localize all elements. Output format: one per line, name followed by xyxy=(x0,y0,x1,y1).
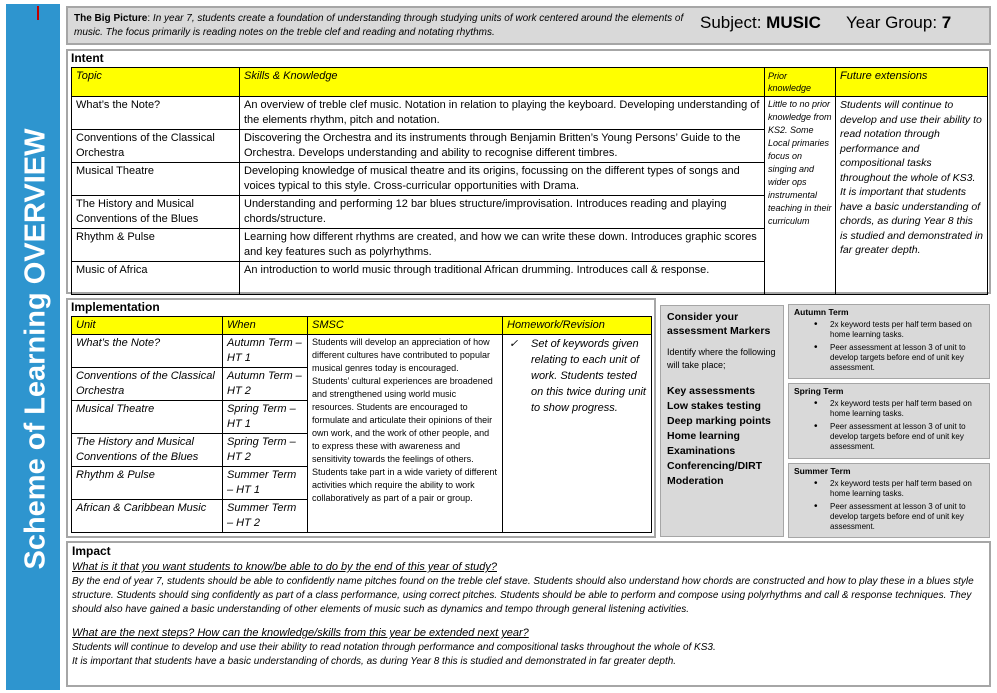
intent-title: Intent xyxy=(71,51,104,65)
year-group xyxy=(846,13,951,33)
intent-skills: An introduction to world music through traditional African drumming. Introduces call & response. xyxy=(240,262,765,295)
term-bullet: • Peer assessment at lesson 3 of unit to develop targets before end of unit key assessment. xyxy=(794,422,984,452)
subject-label: Subject: xyxy=(700,13,767,32)
impl-when: Spring Term – HT 2 xyxy=(223,434,308,467)
term-title: Autumn Term xyxy=(794,307,849,317)
impact-answer-1: By the end of year 7, students should be able to confidently name pitches found on the treble clef stave. Students should also understand how chords are constructed and how to play these in a blues style structure. Students should sing confidently as part of a class performance, using correct pitches. Students should be able to perform and compose using polyrhythms and call & response techniques. They should also have gained a basic understanding of other elements of music such as dynamics and tempo through general listening activities. xyxy=(72,576,974,615)
markers-title: Consider your assessment Markers xyxy=(667,311,771,337)
intent-topic: Music of Africa xyxy=(72,262,240,295)
impl-when: Summer Term – HT 2 xyxy=(223,500,308,533)
table-row xyxy=(72,97,988,130)
impl-header-when: When xyxy=(223,317,308,335)
intent-header-prior: Prior knowledge xyxy=(765,68,836,97)
impl-when: Spring Term – HT 1 xyxy=(223,401,308,434)
impact-question-2: What are the next steps? How can the knowledge/skills from this year be extended next year? xyxy=(72,627,529,639)
implementation-table xyxy=(71,316,652,533)
impl-when: Autumn Term – HT 1 xyxy=(223,335,308,368)
subject-value: MUSIC xyxy=(766,13,821,32)
check-icon: ✓ xyxy=(509,338,519,350)
sidebar-title: Scheme of Learning OVERVIEW xyxy=(19,128,52,570)
impl-unit: The History and Musical Conventions of the Blues xyxy=(72,434,223,467)
smsc-text: Students will develop an appreciation of how different cultures have contributed to popular musical genres today is encouraged. Students’ cultural experiences are broadened and strengthened using world music resources. Students are encouraged to formulate and articulate their opinions of their own work, and the work of other people, and to express these with awareness and sensitivity towards the feelings of others. Students take part in a wide variety of different activities which require the ability to work collaboratively as part of a pair or group. xyxy=(308,335,503,533)
red-marker xyxy=(37,6,39,20)
marker-item: Examinations xyxy=(667,445,736,457)
impact-title: Impact xyxy=(72,544,111,558)
intent-skills: Learning how different rhythms are created, and how we can write these down. Introduces graphic scores and key features such as polyrhythms. xyxy=(240,229,765,262)
implementation-header-row xyxy=(72,317,652,335)
intent-topic: What’s the Note? xyxy=(72,97,240,130)
intent-section xyxy=(66,49,991,294)
implementation-title: Implementation xyxy=(71,300,160,314)
assessment-markers-panel xyxy=(660,305,784,537)
year-group-value: 7 xyxy=(941,13,952,32)
term-bullet: • Peer assessment at lesson 3 of unit to develop targets before end of unit key assessment. xyxy=(794,502,984,532)
intent-skills: Developing knowledge of musical theatre and its origins, focussing on the different types of songs and voices typical to this style. Cross-curricular opportunities with Drama. xyxy=(240,163,765,196)
impl-unit: Musical Theatre xyxy=(72,401,223,434)
intent-header-future: Future extensions xyxy=(836,68,988,97)
intent-topic: Conventions of the Classical Orchestra xyxy=(72,130,240,163)
intent-table xyxy=(71,67,988,295)
impl-unit: Rhythm & Pulse xyxy=(72,467,223,500)
impl-unit: What’s the Note? xyxy=(72,335,223,368)
subject xyxy=(700,13,821,33)
impl-unit: Conventions of the Classical Orchestra xyxy=(72,368,223,401)
autumn-term-box xyxy=(788,304,990,379)
intent-header-skills: Skills & Knowledge xyxy=(240,68,765,97)
impact-question-1: What is it that you want students to know/be able to do by the end of this year of study? xyxy=(72,561,497,573)
marker-item: Home learning xyxy=(667,430,740,442)
future-extensions-2: It is important that students have a basic understanding of chords, as during Year 8 this is studied and demonstrated in far greater depth. xyxy=(840,186,984,256)
big-picture xyxy=(74,12,690,40)
sidebar-banner xyxy=(6,4,60,690)
intent-skills: Understanding and performing 12 bar blues structure/improvisation. Introduces reading and playing chords/structure. xyxy=(240,196,765,229)
marker-item: Key assessments xyxy=(667,385,756,397)
impact-section xyxy=(66,541,991,687)
impl-when: Autumn Term – HT 2 xyxy=(223,368,308,401)
intent-topic: Musical Theatre xyxy=(72,163,240,196)
impl-header-homework: Homework/Revision xyxy=(503,317,652,335)
markers-subtitle: Identify where the following will take place; xyxy=(667,347,776,370)
year-group-label: Year Group: xyxy=(846,13,942,32)
future-extensions-1: Students will continue to develop and use their ability to read notation through performance and compositional tasks throughout the whole of KS3. xyxy=(840,99,982,184)
term-title: Summer Term xyxy=(794,466,851,476)
term-bullet: • 2x keyword tests per half term based on home learning tasks. xyxy=(794,399,984,419)
marker-item: Deep marking points xyxy=(667,415,771,427)
impl-unit: African & Caribbean Music xyxy=(72,500,223,533)
impl-header-unit: Unit xyxy=(72,317,223,335)
prior-knowledge: Little to no prior knowledge from KS2. Some Local primaries focus on singing and wider ops instrumental teaching in their curriculum xyxy=(765,97,836,295)
impl-when: Summer Term – HT 1 xyxy=(223,467,308,500)
impact-answer-2a: Students will continue to develop and use their ability to read notation through performance and compositional tasks throughout the whole of KS3. xyxy=(72,642,716,653)
intent-skills: An overview of treble clef music. Notation in relation to playing the keyboard. Developing understanding of the elements rhythm, pitch and notation. xyxy=(240,97,765,130)
implementation-section xyxy=(66,298,656,538)
term-title: Spring Term xyxy=(794,386,844,396)
intent-header-row xyxy=(72,68,988,97)
future-extensions xyxy=(836,97,988,295)
header-panel xyxy=(66,6,991,45)
term-bullet: • 2x keyword tests per half term based on home learning tasks. xyxy=(794,479,984,499)
big-picture-separator: : xyxy=(147,13,153,24)
big-picture-label: The Big Picture xyxy=(74,13,148,24)
marker-item: Low stakes testing xyxy=(667,400,761,412)
intent-topic: Rhythm & Pulse xyxy=(72,229,240,262)
summer-term-box xyxy=(788,463,990,538)
homework-text: Set of keywords given relating to each unit of work. Students tested on this twice during unit to show progress. xyxy=(531,338,646,414)
table-row xyxy=(72,335,652,368)
markers-list xyxy=(667,384,777,489)
intent-header-topic: Topic xyxy=(72,68,240,97)
big-picture-text: In year 7, students create a foundation of understanding through studying units of work centered around the elements of music. The focus primarily is reading notes on the treble clef and reading and notating rhythms. xyxy=(74,13,684,38)
impact-answer-2b: It is important that students have a basic understanding of chords, as during Year 8 this is studied and demonstrated in far greater depth. xyxy=(72,656,677,667)
impl-header-smsc: SMSC xyxy=(308,317,503,335)
term-bullet: • 2x keyword tests per half term based on home learning tasks. xyxy=(794,320,984,340)
spring-term-box xyxy=(788,383,990,459)
term-bullet: • Peer assessment at lesson 3 of unit to develop targets before end of unit key assessment. xyxy=(794,343,984,373)
intent-topic: The History and Musical Conventions of the Blues xyxy=(72,196,240,229)
homework-cell xyxy=(503,335,652,533)
marker-item: Conferencing/DIRT xyxy=(667,460,763,472)
marker-item: Moderation xyxy=(667,475,724,487)
intent-skills: Discovering the Orchestra and its instruments through Benjamin Britten’s Young Persons’ Guide to the Orchestra. Develops understanding and ability to recognise different timbres. xyxy=(240,130,765,163)
